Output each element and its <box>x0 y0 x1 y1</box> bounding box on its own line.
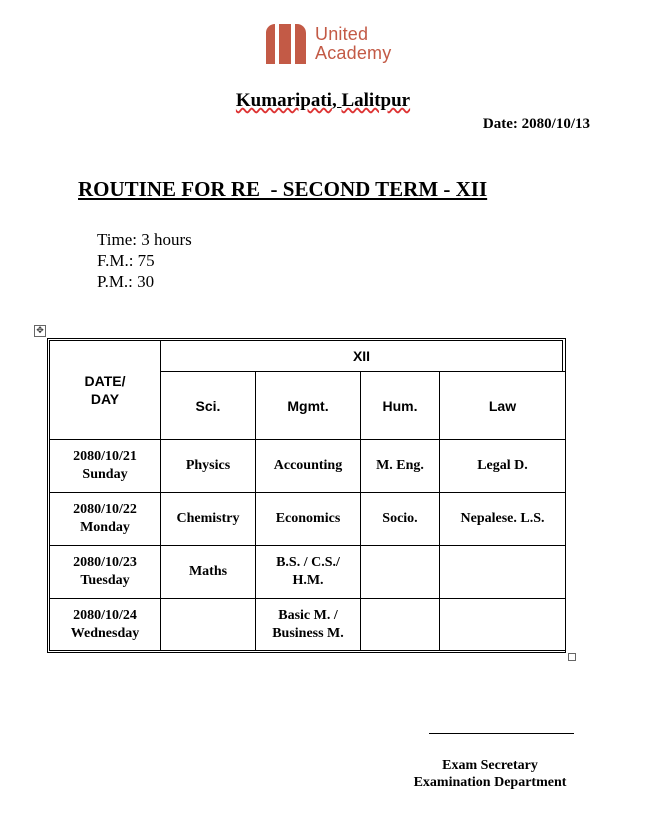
table-cell: B.S. / C.S./ H.M. <box>255 545 361 599</box>
full-marks: F.M.: 75 <box>97 251 155 270</box>
exam-meta <box>97 229 192 292</box>
table-cell <box>439 598 566 651</box>
table-cell: Maths <box>160 545 256 599</box>
table-cell: Accounting <box>255 439 361 493</box>
date-day-header: DATE/ DAY <box>49 340 161 440</box>
signatory-title: Exam Secretary <box>442 758 538 773</box>
table-cell: Chemistry <box>160 492 256 546</box>
issue-date: Date: 2080/10/13 <box>482 116 590 132</box>
table-cell: Socio. <box>360 492 440 546</box>
table-move-handle-icon[interactable]: ✥ <box>34 325 46 337</box>
table-cell <box>160 598 256 651</box>
col-header-mgmt: Mgmt. <box>255 371 361 440</box>
table-cell <box>360 598 440 651</box>
row-date-cell: 2080/10/22 Monday <box>49 492 161 546</box>
table-cell: M. Eng. <box>360 439 440 493</box>
school-location <box>0 90 646 112</box>
col-header-law: Law <box>439 371 566 440</box>
row-date-cell: 2080/10/21 Sunday <box>49 439 161 493</box>
table-cell: Physics <box>160 439 256 493</box>
routine-table <box>47 338 566 653</box>
class-group-header: XII <box>160 340 563 372</box>
location-city: Kumaripati <box>235 90 332 111</box>
table-cell: Basic M. / Business M. <box>255 598 361 651</box>
table-cell: Legal D. <box>439 439 566 493</box>
exam-time: Time: 3 hours <box>97 230 192 249</box>
table-resize-handle[interactable] <box>568 653 576 661</box>
location-district: Lalitpur <box>341 90 411 111</box>
table-cell: Economics <box>255 492 361 546</box>
col-header-sci: Sci. <box>160 371 256 440</box>
table-cell <box>439 545 566 599</box>
brand-name: United Academy <box>315 24 392 63</box>
academy-logo-icon <box>264 22 306 64</box>
row-date-cell: 2080/10/23 Tuesday <box>49 545 161 599</box>
location-separator: , <box>331 90 342 111</box>
row-date-cell: 2080/10/24 Wednesday <box>49 598 161 651</box>
routine-title: ROUTINE FOR RE - SECOND TERM - XII <box>78 177 488 201</box>
signature-block <box>380 757 600 791</box>
pass-marks: P.M.: 30 <box>97 272 155 291</box>
table-cell: Nepalese. L.S. <box>439 492 566 546</box>
signatory-department: Examination Department <box>413 775 567 790</box>
table-cell <box>360 545 440 599</box>
col-header-hum: Hum. <box>360 371 440 440</box>
united-academy-logo <box>264 20 404 66</box>
signature-line <box>429 733 574 734</box>
